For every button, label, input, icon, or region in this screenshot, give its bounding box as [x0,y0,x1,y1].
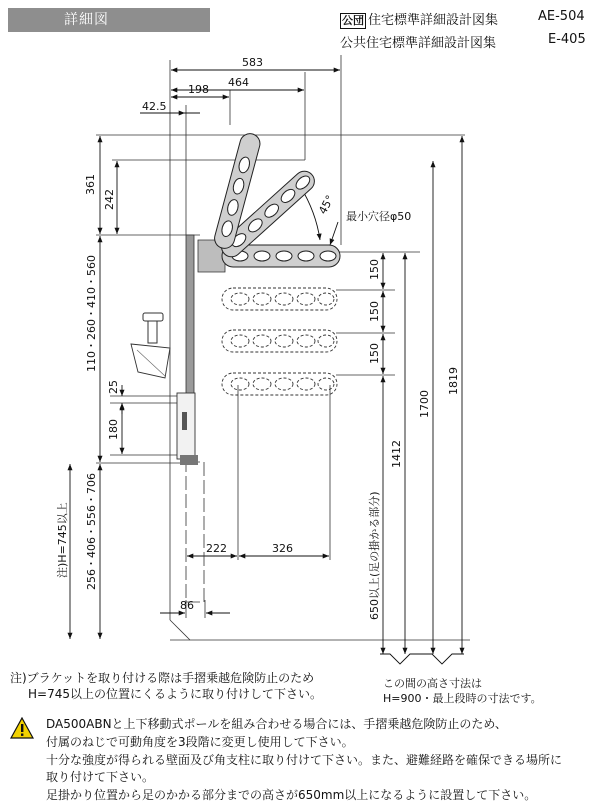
lower-pole-hidden [186,462,204,602]
reference-1-code: AE-504 [538,9,585,24]
page-title: 詳細図 [64,12,109,28]
dim-326: 326 [272,542,293,555]
dim-242: 242 [103,189,116,210]
bracket-note-1: 注)ブラケットを取り付ける際は手摺乗越危険防止のため [10,671,315,685]
dim-150-1: 150 [368,259,381,280]
reference-2-text: 公共住宅標準詳細設計図集 [340,36,497,51]
warning-triangle-icon [10,717,34,739]
dim-86: 86 [180,599,194,612]
dimension-lines [70,70,464,664]
angle-45-label: 45° [316,193,337,217]
warning-line-1: DA500ABNと上下移動式ポールを組み合わせる場合には、手摺乗越危険防止のため、 [46,717,507,731]
pole-base [180,455,198,465]
org-mark: 公団 [342,14,364,27]
arm-alt-positions [222,288,337,395]
range-note-1: この間の高さ寸法は [383,677,482,690]
reference-1-text: 住宅標準詳細設計図集 [368,13,499,28]
dim-222: 222 [206,542,227,555]
bracket-note-2: H=745以上の位置にくるように取り付けして下さい。 [28,687,322,701]
heights2-label: 256・406・556・706 [85,473,98,590]
dim-361: 361 [84,174,97,195]
note-h-label: 注)H=745以上 [56,502,69,578]
warning-line-2: 付属のねじで可動角度を3段階に変更し使用して下さい。 [46,735,354,749]
dim-150-3: 150 [368,343,381,364]
dim-650-label: 650以上(足の掛かる部分) [368,491,381,620]
warning-line-5: 足掛かり位置から足のかかる部分までの高さが650mm以上になるように設置して下さい。 [46,788,537,802]
dim-150-2: 150 [368,301,381,322]
dim-1819: 1819 [447,367,460,395]
hook-clamp-icon [131,313,170,378]
dim-198: 198 [188,83,209,96]
range-note-2: H=900・最上段時の寸法です。 [383,692,542,705]
warning-line-3: 十分な強度が得られる壁面及び角支柱に取り付けて下さい。また、避難経路を確保できる場所に [46,753,563,767]
dim-25: 25 [107,380,120,394]
dim-42-5: 42.5 [142,100,167,113]
hole-diameter-label: 最小穴径φ50 [346,210,412,223]
dim-180: 180 [107,419,120,440]
dim-1700: 1700 [418,390,431,418]
warning-line-4: 取り付けて下さい。 [46,770,155,784]
mount-screw [182,412,187,430]
heights-label: 110・260・410・560 [85,255,98,372]
dim-583: 583 [242,56,263,69]
reference-2-code: E-405 [548,32,586,47]
dim-1412: 1412 [390,440,403,468]
dim-464: 464 [228,76,249,89]
hole-leader [330,222,338,245]
